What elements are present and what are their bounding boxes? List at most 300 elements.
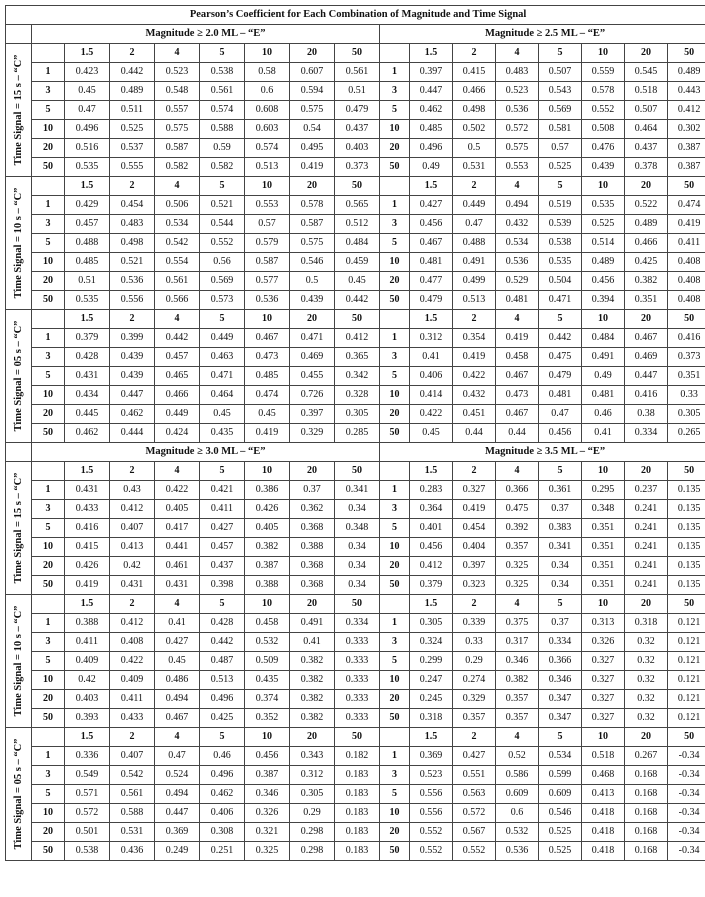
coefficient-cell: 0.45 <box>65 82 110 101</box>
coefficient-cell: 0.317 <box>496 633 539 652</box>
coefficient-cell: 0.46 <box>200 747 245 766</box>
column-header: 5 <box>200 462 245 481</box>
coefficient-cell: 0.442 <box>335 291 380 310</box>
coefficient-cell: 0.579 <box>245 234 290 253</box>
coefficient-cell: 0.274 <box>453 671 496 690</box>
coefficient-cell: 0.442 <box>155 329 200 348</box>
coefficient-cell: 0.168 <box>625 823 668 842</box>
coefficient-cell: 0.414 <box>410 386 453 405</box>
coefficient-cell: 0.405 <box>155 500 200 519</box>
row-label: 3 <box>380 82 410 101</box>
coefficient-cell: 0.499 <box>453 272 496 291</box>
coefficient-cell: 0.382 <box>290 671 335 690</box>
coefficient-cell: 0.135 <box>668 481 705 500</box>
coefficient-cell: 0.531 <box>110 823 155 842</box>
coefficient-cell: 0.462 <box>200 785 245 804</box>
coefficient-cell: 0.509 <box>245 652 290 671</box>
column-header: 50 <box>335 44 380 63</box>
coefficient-cell: 0.485 <box>65 253 110 272</box>
coefficient-cell: 0.326 <box>582 633 625 652</box>
column-header-row <box>6 595 705 614</box>
coefficient-cell: 0.121 <box>668 709 705 728</box>
table-row <box>6 804 705 823</box>
left-header-corner <box>32 177 65 196</box>
coefficient-cell: 0.135 <box>668 576 705 595</box>
column-header: 2 <box>453 44 496 63</box>
column-header: 5 <box>539 595 582 614</box>
column-header: 50 <box>335 310 380 329</box>
coefficient-cell: 0.439 <box>110 367 155 386</box>
column-header: 50 <box>668 595 705 614</box>
coefficient-cell: 0.37 <box>539 500 582 519</box>
row-label: 20 <box>32 557 65 576</box>
coefficient-cell: 0.462 <box>110 405 155 424</box>
table-row <box>6 101 705 120</box>
right-magnitude-label: Magnitude ≥ 2.5 ML – “E” <box>380 25 705 44</box>
column-header: 5 <box>200 44 245 63</box>
coefficient-cell: 0.412 <box>110 500 155 519</box>
coefficient-cell: -0.34 <box>668 747 705 766</box>
coefficient-cell: 0.565 <box>335 196 380 215</box>
coefficient-cell: 0.496 <box>410 139 453 158</box>
magnitude-row <box>6 443 705 462</box>
coefficient-cell: 0.572 <box>65 804 110 823</box>
coefficient-cell: 0.574 <box>245 139 290 158</box>
coefficient-cell: 0.468 <box>582 766 625 785</box>
table-row <box>6 633 705 652</box>
coefficient-cell: 0.481 <box>496 291 539 310</box>
column-header: 20 <box>290 44 335 63</box>
column-header: 10 <box>582 177 625 196</box>
row-label: 3 <box>380 348 410 367</box>
coefficient-cell: 0.412 <box>335 329 380 348</box>
coefficient-cell: 0.561 <box>335 63 380 82</box>
coefficient-cell: 0.557 <box>155 101 200 120</box>
coefficient-cell: 0.467 <box>496 367 539 386</box>
coefficient-cell: 0.546 <box>290 253 335 272</box>
column-header: 2 <box>110 595 155 614</box>
coefficient-cell: 0.312 <box>290 766 335 785</box>
column-header: 4 <box>496 177 539 196</box>
row-label: 5 <box>32 234 65 253</box>
row-label: 50 <box>32 291 65 310</box>
column-header: 4 <box>496 728 539 747</box>
coefficient-cell: 0.578 <box>582 82 625 101</box>
column-header: 1.5 <box>410 728 453 747</box>
coefficient-cell: 0.392 <box>496 519 539 538</box>
coefficient-cell: 0.407 <box>110 747 155 766</box>
coefficient-cell: 0.556 <box>410 785 453 804</box>
coefficient-cell: 0.444 <box>110 424 155 443</box>
row-label: 20 <box>380 405 410 424</box>
coefficient-cell: 0.454 <box>453 519 496 538</box>
table-row <box>6 291 705 310</box>
time-signal-label <box>6 728 32 861</box>
coefficient-cell: 0.469 <box>625 348 668 367</box>
coefficient-cell: 0.422 <box>110 652 155 671</box>
coefficient-cell: 0.477 <box>410 272 453 291</box>
row-label: 1 <box>380 481 410 500</box>
table-row <box>6 405 705 424</box>
table-row <box>6 386 705 405</box>
column-header: 2 <box>110 310 155 329</box>
coefficient-cell: 0.471 <box>290 329 335 348</box>
coefficient-cell: 0.551 <box>453 766 496 785</box>
coefficient-cell: 0.431 <box>155 576 200 595</box>
coefficient-cell: 0.251 <box>200 842 245 861</box>
coefficient-cell: 0.471 <box>200 367 245 386</box>
coefficient-cell: 0.361 <box>539 481 582 500</box>
table-row <box>6 82 705 101</box>
coefficient-cell: 0.52 <box>496 747 539 766</box>
coefficient-cell: 0.41 <box>290 633 335 652</box>
row-label: 50 <box>380 842 410 861</box>
column-header-row <box>6 177 705 196</box>
column-header: 5 <box>539 310 582 329</box>
coefficient-cell: 0.435 <box>245 671 290 690</box>
coefficient-cell: 0.416 <box>625 386 668 405</box>
coefficient-cell: 0.37 <box>539 614 582 633</box>
coefficient-cell: 0.513 <box>200 671 245 690</box>
row-label: 5 <box>380 234 410 253</box>
coefficient-cell: 0.333 <box>335 652 380 671</box>
coefficient-cell: 0.412 <box>668 101 705 120</box>
coefficient-cell: 0.454 <box>110 196 155 215</box>
coefficient-cell: 0.413 <box>110 538 155 557</box>
coefficient-cell: 0.486 <box>155 671 200 690</box>
coefficient-cell: 0.362 <box>290 500 335 519</box>
coefficient-cell: 0.329 <box>290 424 335 443</box>
coefficient-cell: 0.531 <box>453 158 496 177</box>
coefficient-cell: 0.553 <box>496 158 539 177</box>
row-label: 5 <box>380 785 410 804</box>
coefficient-cell: 0.42 <box>110 557 155 576</box>
coefficient-cell: 0.523 <box>496 82 539 101</box>
coefficient-cell: 0.5 <box>453 139 496 158</box>
coefficient-cell: 0.422 <box>155 481 200 500</box>
coefficient-cell: 0.485 <box>245 367 290 386</box>
coefficient-cell: 0.406 <box>410 367 453 386</box>
coefficient-cell: 0.351 <box>582 576 625 595</box>
coefficient-cell: 0.427 <box>200 519 245 538</box>
coefficient-cell: 0.536 <box>496 253 539 272</box>
time-signal-text: Time Signal = 10 s – “C” <box>12 605 24 717</box>
coefficient-cell: 0.34 <box>335 557 380 576</box>
coefficient-cell: 0.49 <box>582 367 625 386</box>
coefficient-cell: 0.485 <box>410 120 453 139</box>
left-header-corner <box>32 595 65 614</box>
coefficient-cell: 0.387 <box>668 158 705 177</box>
coefficient-cell: 0.323 <box>453 576 496 595</box>
coefficient-cell: 0.439 <box>290 291 335 310</box>
coefficient-cell: 0.351 <box>582 538 625 557</box>
column-header: 2 <box>453 177 496 196</box>
coefficient-cell: 0.422 <box>453 367 496 386</box>
title-row <box>6 6 705 25</box>
coefficient-cell: 0.45 <box>200 405 245 424</box>
coefficient-cell: 0.46 <box>582 405 625 424</box>
coefficient-cell: 0.325 <box>245 842 290 861</box>
coefficient-cell: 0.43 <box>110 481 155 500</box>
coefficient-cell: 0.382 <box>290 652 335 671</box>
coefficient-cell: 0.418 <box>582 823 625 842</box>
coefficient-cell: 0.183 <box>335 785 380 804</box>
column-header: 5 <box>200 177 245 196</box>
coefficient-cell: 0.419 <box>496 329 539 348</box>
coefficient-cell: 0.241 <box>625 500 668 519</box>
coefficient-cell: 0.552 <box>582 101 625 120</box>
row-label: 20 <box>32 405 65 424</box>
coefficient-cell: 0.538 <box>539 234 582 253</box>
coefficient-cell: 0.6 <box>496 804 539 823</box>
coefficient-cell: 0.458 <box>245 614 290 633</box>
column-header: 10 <box>245 595 290 614</box>
column-header: 1.5 <box>65 595 110 614</box>
coefficient-cell: 0.346 <box>496 652 539 671</box>
row-label: 10 <box>32 253 65 272</box>
coefficient-cell: 0.302 <box>668 120 705 139</box>
coefficient-cell: 0.428 <box>65 348 110 367</box>
coefficient-cell: 0.475 <box>496 500 539 519</box>
table-row <box>6 196 705 215</box>
coefficient-cell: 0.267 <box>625 747 668 766</box>
column-header: 2 <box>453 595 496 614</box>
column-header-row <box>6 462 705 481</box>
coefficient-cell: 0.416 <box>668 329 705 348</box>
coefficient-cell: 0.33 <box>668 386 705 405</box>
row-label: 10 <box>32 671 65 690</box>
coefficient-cell: 0.473 <box>496 386 539 405</box>
coefficient-cell: 0.34 <box>539 557 582 576</box>
coefficient-cell: 0.552 <box>410 842 453 861</box>
coefficient-cell: 0.413 <box>582 785 625 804</box>
row-label: 20 <box>380 690 410 709</box>
coefficient-cell: 0.419 <box>453 500 496 519</box>
coefficient-cell: 0.329 <box>453 690 496 709</box>
coefficient-cell: 0.449 <box>155 405 200 424</box>
coefficient-cell: 0.419 <box>453 348 496 367</box>
coefficient-cell: 0.121 <box>668 633 705 652</box>
column-header: 20 <box>625 44 668 63</box>
coefficient-cell: 0.334 <box>335 614 380 633</box>
coefficient-cell: 0.458 <box>496 348 539 367</box>
column-header: 1.5 <box>410 462 453 481</box>
coefficient-cell: 0.347 <box>539 690 582 709</box>
column-header: 50 <box>335 595 380 614</box>
coefficient-cell: 0.534 <box>155 215 200 234</box>
coefficient-cell: 0.513 <box>453 291 496 310</box>
column-header: 50 <box>668 310 705 329</box>
row-label: 1 <box>32 329 65 348</box>
row-label: 10 <box>380 253 410 272</box>
table-row <box>6 576 705 595</box>
coefficient-cell: 0.534 <box>539 747 582 766</box>
coefficient-cell: 0.577 <box>245 272 290 291</box>
coefficient-cell: 0.525 <box>582 215 625 234</box>
coefficient-cell: 0.241 <box>625 557 668 576</box>
column-header: 20 <box>290 310 335 329</box>
coefficient-cell: 0.378 <box>625 158 668 177</box>
coefficient-cell: 0.336 <box>65 747 110 766</box>
coefficient-cell: 0.5 <box>290 272 335 291</box>
coefficient-cell: 0.561 <box>155 272 200 291</box>
table-row <box>6 139 705 158</box>
column-header: 2 <box>110 177 155 196</box>
coefficient-cell: 0.369 <box>410 747 453 766</box>
row-label: 1 <box>32 747 65 766</box>
coefficient-cell: 0.522 <box>625 196 668 215</box>
coefficient-cell: 0.575 <box>290 101 335 120</box>
coefficient-cell: 0.6 <box>245 82 290 101</box>
coefficient-cell: 0.121 <box>668 671 705 690</box>
coefficient-cell: 0.47 <box>155 747 200 766</box>
coefficient-cell: 0.441 <box>155 538 200 557</box>
column-header: 1.5 <box>65 462 110 481</box>
column-header: 2 <box>110 462 155 481</box>
coefficient-cell: 0.569 <box>200 272 245 291</box>
coefficient-cell: 0.524 <box>155 766 200 785</box>
coefficient-cell: 0.582 <box>200 158 245 177</box>
coefficient-cell: 0.481 <box>582 386 625 405</box>
coefficient-cell: 0.603 <box>245 120 290 139</box>
coefficient-cell: 0.424 <box>155 424 200 443</box>
coefficient-cell: 0.41 <box>410 348 453 367</box>
coefficient-cell: 0.37 <box>290 481 335 500</box>
coefficient-cell: 0.573 <box>200 291 245 310</box>
coefficient-cell: 0.572 <box>453 804 496 823</box>
coefficient-cell: 0.313 <box>582 614 625 633</box>
coefficient-cell: 0.351 <box>668 367 705 386</box>
coefficient-cell: 0.474 <box>245 386 290 405</box>
column-header: 4 <box>496 595 539 614</box>
row-label: 5 <box>32 367 65 386</box>
coefficient-cell: 0.587 <box>155 139 200 158</box>
coefficient-cell: 0.327 <box>582 671 625 690</box>
coefficient-cell: 0.467 <box>245 329 290 348</box>
coefficient-cell: 0.489 <box>582 253 625 272</box>
coefficient-cell: -0.34 <box>668 785 705 804</box>
table-row <box>6 614 705 633</box>
coefficient-cell: 0.401 <box>410 519 453 538</box>
coefficient-cell: 0.465 <box>155 367 200 386</box>
coefficient-cell: 0.408 <box>110 633 155 652</box>
coefficient-cell: 0.511 <box>110 101 155 120</box>
table-row <box>6 519 705 538</box>
coefficient-cell: 0.507 <box>539 63 582 82</box>
table-row <box>6 253 705 272</box>
table-row <box>6 234 705 253</box>
table-row <box>6 785 705 804</box>
column-header: 1.5 <box>410 44 453 63</box>
row-label: 10 <box>32 386 65 405</box>
coefficient-cell: 0.334 <box>539 633 582 652</box>
column-header: 5 <box>200 595 245 614</box>
coefficient-cell: 0.351 <box>582 557 625 576</box>
coefficient-cell: 0.608 <box>245 101 290 120</box>
coefficient-cell: 0.433 <box>110 709 155 728</box>
column-header: 10 <box>582 595 625 614</box>
coefficient-cell: 0.496 <box>65 120 110 139</box>
column-header: 4 <box>155 44 200 63</box>
table-row <box>6 348 705 367</box>
coefficient-cell: 0.357 <box>496 690 539 709</box>
coefficient-cell: 0.412 <box>110 614 155 633</box>
coefficient-cell: 0.295 <box>582 481 625 500</box>
coefficient-cell: 0.536 <box>110 272 155 291</box>
coefficient-cell: 0.419 <box>668 215 705 234</box>
row-label: 5 <box>380 101 410 120</box>
coefficient-cell: 0.521 <box>200 196 245 215</box>
coefficient-cell: 0.483 <box>496 63 539 82</box>
coefficient-cell: 0.58 <box>245 63 290 82</box>
coefficient-cell: 0.183 <box>335 804 380 823</box>
coefficient-cell: 0.471 <box>539 291 582 310</box>
row-label: 5 <box>32 785 65 804</box>
row-label: 1 <box>380 329 410 348</box>
column-header: 10 <box>245 44 290 63</box>
coefficient-cell: 0.494 <box>155 690 200 709</box>
coefficient-cell: 0.357 <box>453 709 496 728</box>
coefficient-cell: 0.525 <box>539 823 582 842</box>
row-label: 5 <box>32 101 65 120</box>
coefficient-cell: 0.439 <box>110 348 155 367</box>
coefficient-cell: 0.434 <box>65 386 110 405</box>
coefficient-cell: 0.435 <box>200 424 245 443</box>
coefficient-cell: 0.32 <box>625 709 668 728</box>
row-label: 20 <box>380 139 410 158</box>
row-label: 10 <box>32 804 65 823</box>
coefficient-cell: 0.403 <box>335 139 380 158</box>
table-title: Pearson’s Coefficient for Each Combination of Magnitude and Time Signal <box>6 6 705 25</box>
right-header-corner <box>380 595 410 614</box>
row-label: 1 <box>32 481 65 500</box>
coefficient-cell: 0.536 <box>496 842 539 861</box>
table-row <box>6 120 705 139</box>
coefficient-cell: 0.532 <box>245 633 290 652</box>
row-label: 3 <box>380 766 410 785</box>
coefficient-cell: 0.525 <box>539 158 582 177</box>
row-label: 10 <box>32 120 65 139</box>
coefficient-cell: 0.449 <box>200 329 245 348</box>
coefficient-cell: 0.411 <box>65 633 110 652</box>
coefficient-cell: 0.538 <box>200 63 245 82</box>
coefficient-cell: 0.34 <box>335 500 380 519</box>
coefficient-cell: 0.41 <box>155 614 200 633</box>
row-label: 10 <box>380 120 410 139</box>
coefficient-cell: 0.555 <box>110 158 155 177</box>
coefficient-cell: 0.351 <box>625 291 668 310</box>
coefficient-cell: 0.44 <box>453 424 496 443</box>
column-header: 4 <box>155 462 200 481</box>
coefficient-cell: 0.411 <box>110 690 155 709</box>
row-label: 10 <box>380 538 410 557</box>
coefficient-cell: 0.419 <box>290 158 335 177</box>
coefficient-cell: 0.368 <box>290 557 335 576</box>
coefficient-cell: 0.394 <box>582 291 625 310</box>
row-label: 20 <box>380 557 410 576</box>
coefficient-cell: 0.351 <box>582 519 625 538</box>
coefficient-cell: 0.333 <box>335 671 380 690</box>
column-header: 1.5 <box>65 310 110 329</box>
column-header: 50 <box>335 462 380 481</box>
coefficient-cell: 0.421 <box>200 481 245 500</box>
row-label: 1 <box>32 196 65 215</box>
coefficient-cell: 0.548 <box>155 82 200 101</box>
coefficient-cell: 0.318 <box>410 709 453 728</box>
coefficient-cell: 0.518 <box>625 82 668 101</box>
coefficient-cell: 0.432 <box>496 215 539 234</box>
coefficient-cell: 0.57 <box>539 139 582 158</box>
